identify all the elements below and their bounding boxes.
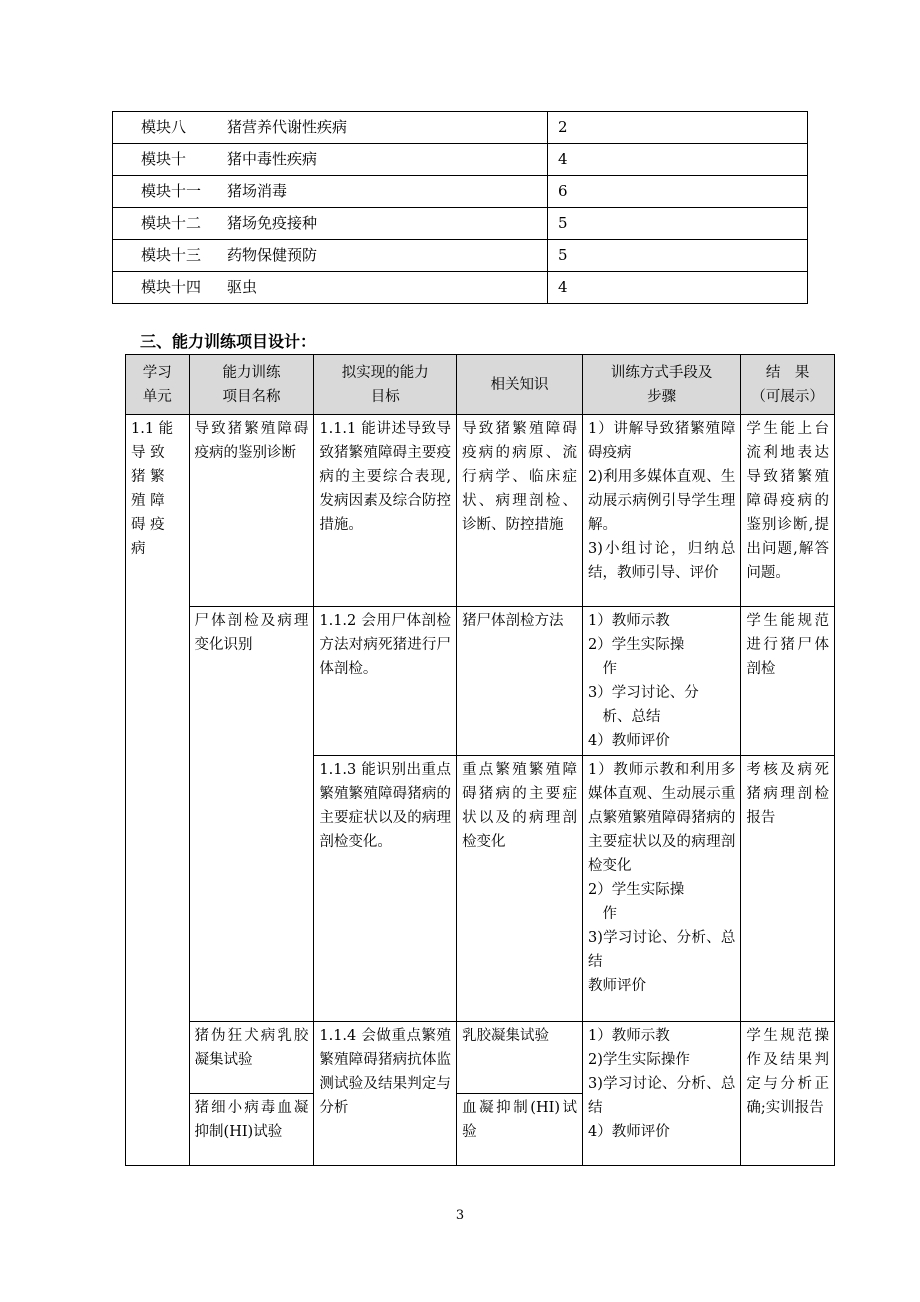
method-cell: 1）讲解导致猪繁殖障碍疫病 2)利用多媒体直观、生动展示病例引导学生理解。 3)小组讨论，归纳总结，教师引导、评价: [583, 415, 741, 607]
header-result: 结 果 （可展示）: [741, 355, 835, 415]
table-row: [113, 208, 808, 240]
module-name-cell: [113, 176, 548, 208]
page-number: 3: [455, 1208, 465, 1223]
table-row: [113, 240, 808, 272]
header-unit: 学习 单元: [126, 355, 190, 415]
module-name-cell: [113, 112, 548, 144]
module-hours-table: [112, 111, 808, 304]
goal-cell: 1.1.4 会做重点繁殖繁殖障碍猪病抗体监测试验及结果判定与分析: [314, 1022, 457, 1166]
section-title: 三、能力训练项目设计：: [140, 332, 317, 351]
knowledge-cell: 乳胶凝集试验: [457, 1022, 583, 1094]
table-row: [113, 272, 808, 304]
table-row: [126, 607, 835, 756]
header-project: 能力训练 项目名称: [189, 355, 314, 415]
table-row: [113, 144, 808, 176]
table-header-row: [126, 355, 835, 415]
ability-training-design-table: [125, 354, 835, 1166]
module-number: 模块十四: [141, 278, 202, 296]
module-title: 驱虫: [227, 278, 258, 296]
module-title: 猪场免疫接种: [227, 214, 318, 232]
knowledge-cell: 重点繁殖繁殖障碍猪病的主要症状以及的病理剖检变化: [457, 756, 583, 1022]
module-number: 模块十一: [141, 182, 202, 200]
knowledge-cell: 血凝抑制(HI)试验: [457, 1094, 583, 1166]
project-cell: 导致猪繁殖障碍疫病的鉴别诊断: [189, 415, 314, 607]
goal-cell: 1.1.3 能识别出重点繁殖繁殖障碍猪病的主要症状以及的病理剖检变化。: [314, 756, 457, 1022]
project-cell: 猪伪狂犬病乳胶凝集试验: [189, 1022, 314, 1094]
table-row: [126, 1022, 835, 1094]
module-title: 药物保健预防: [227, 246, 318, 264]
module-hours-cell: 5: [548, 208, 808, 240]
module-hours-cell: 2: [548, 112, 808, 144]
method-cell: 1）教师示教 2）学生实际操 作 3）学习讨论、分 析、总结 4）教师评价: [583, 607, 741, 756]
module-hours-cell: 6: [548, 176, 808, 208]
module-number: 模块十二: [141, 214, 202, 232]
header-method: 训练方式手段及 步骤: [583, 355, 741, 415]
module-title: 猪中毒性疾病: [227, 150, 318, 168]
module-number: 模块八: [141, 118, 187, 136]
result-cell: 学生规范操作及结果判定与分析正确;实训报告: [741, 1022, 835, 1166]
module-number: 模块十: [141, 150, 187, 168]
unit-cell: 1.1 能 导 致 猪 繁 殖 障 碍 疫 病: [126, 415, 190, 1166]
method-cell: 1）教师示教和利用多媒体直观、生动展示重点繁殖繁殖障碍猪病的主要症状以及的病理剖检变化 2）学生实际操 作 3)学习讨论、分析、总结 教师评价: [583, 756, 741, 1022]
knowledge-cell: 猪尸体剖检方法: [457, 607, 583, 756]
module-hours-cell: 4: [548, 144, 808, 176]
module-name-cell: [113, 144, 548, 176]
result-cell: 学生能规范进行猪尸体剖检: [741, 607, 835, 756]
method-cell: 1）教师示教 2)学生实际操作 3)学习讨论、分析、总结 4）教师评价: [583, 1022, 741, 1166]
module-hours-cell: 4: [548, 272, 808, 304]
table-row: [113, 112, 808, 144]
result-cell: 学生能上台流利地表达导致猪繁殖障碍疫病的鉴别诊断,提出问题,解答问题。: [741, 415, 835, 607]
table-row: [113, 176, 808, 208]
header-knowledge: 相关知识: [457, 355, 583, 415]
project-cell: 尸体剖检及病理变化识别: [189, 607, 314, 1022]
module-hours-cell: 5: [548, 240, 808, 272]
goal-cell: 1.1.1 能讲述导致导致猪繁殖障碍主要疫病的主要综合表现,发病因素及综合防控措施。: [314, 415, 457, 607]
header-goal: 拟实现的能力 目标: [314, 355, 457, 415]
table-row: [126, 415, 835, 607]
module-name-cell: [113, 240, 548, 272]
goal-cell: 1.1.2 会用尸体剖检方法对病死猪进行尸体剖检。: [314, 607, 457, 756]
knowledge-cell: 导致猪繁殖障碍疫病的病原、流行病学、临床症状、病理剖检、诊断、防控措施: [457, 415, 583, 607]
module-title: 猪场消毒: [227, 182, 288, 200]
result-cell: 考核及病死猪病理剖检报告: [741, 756, 835, 1022]
module-number: 模块十三: [141, 246, 202, 264]
module-title: 猪营养代谢性疾病: [227, 118, 348, 136]
project-cell: 猪细小病毒血凝抑制(HI)试验: [189, 1094, 314, 1166]
module-name-cell: [113, 208, 548, 240]
module-name-cell: [113, 272, 548, 304]
